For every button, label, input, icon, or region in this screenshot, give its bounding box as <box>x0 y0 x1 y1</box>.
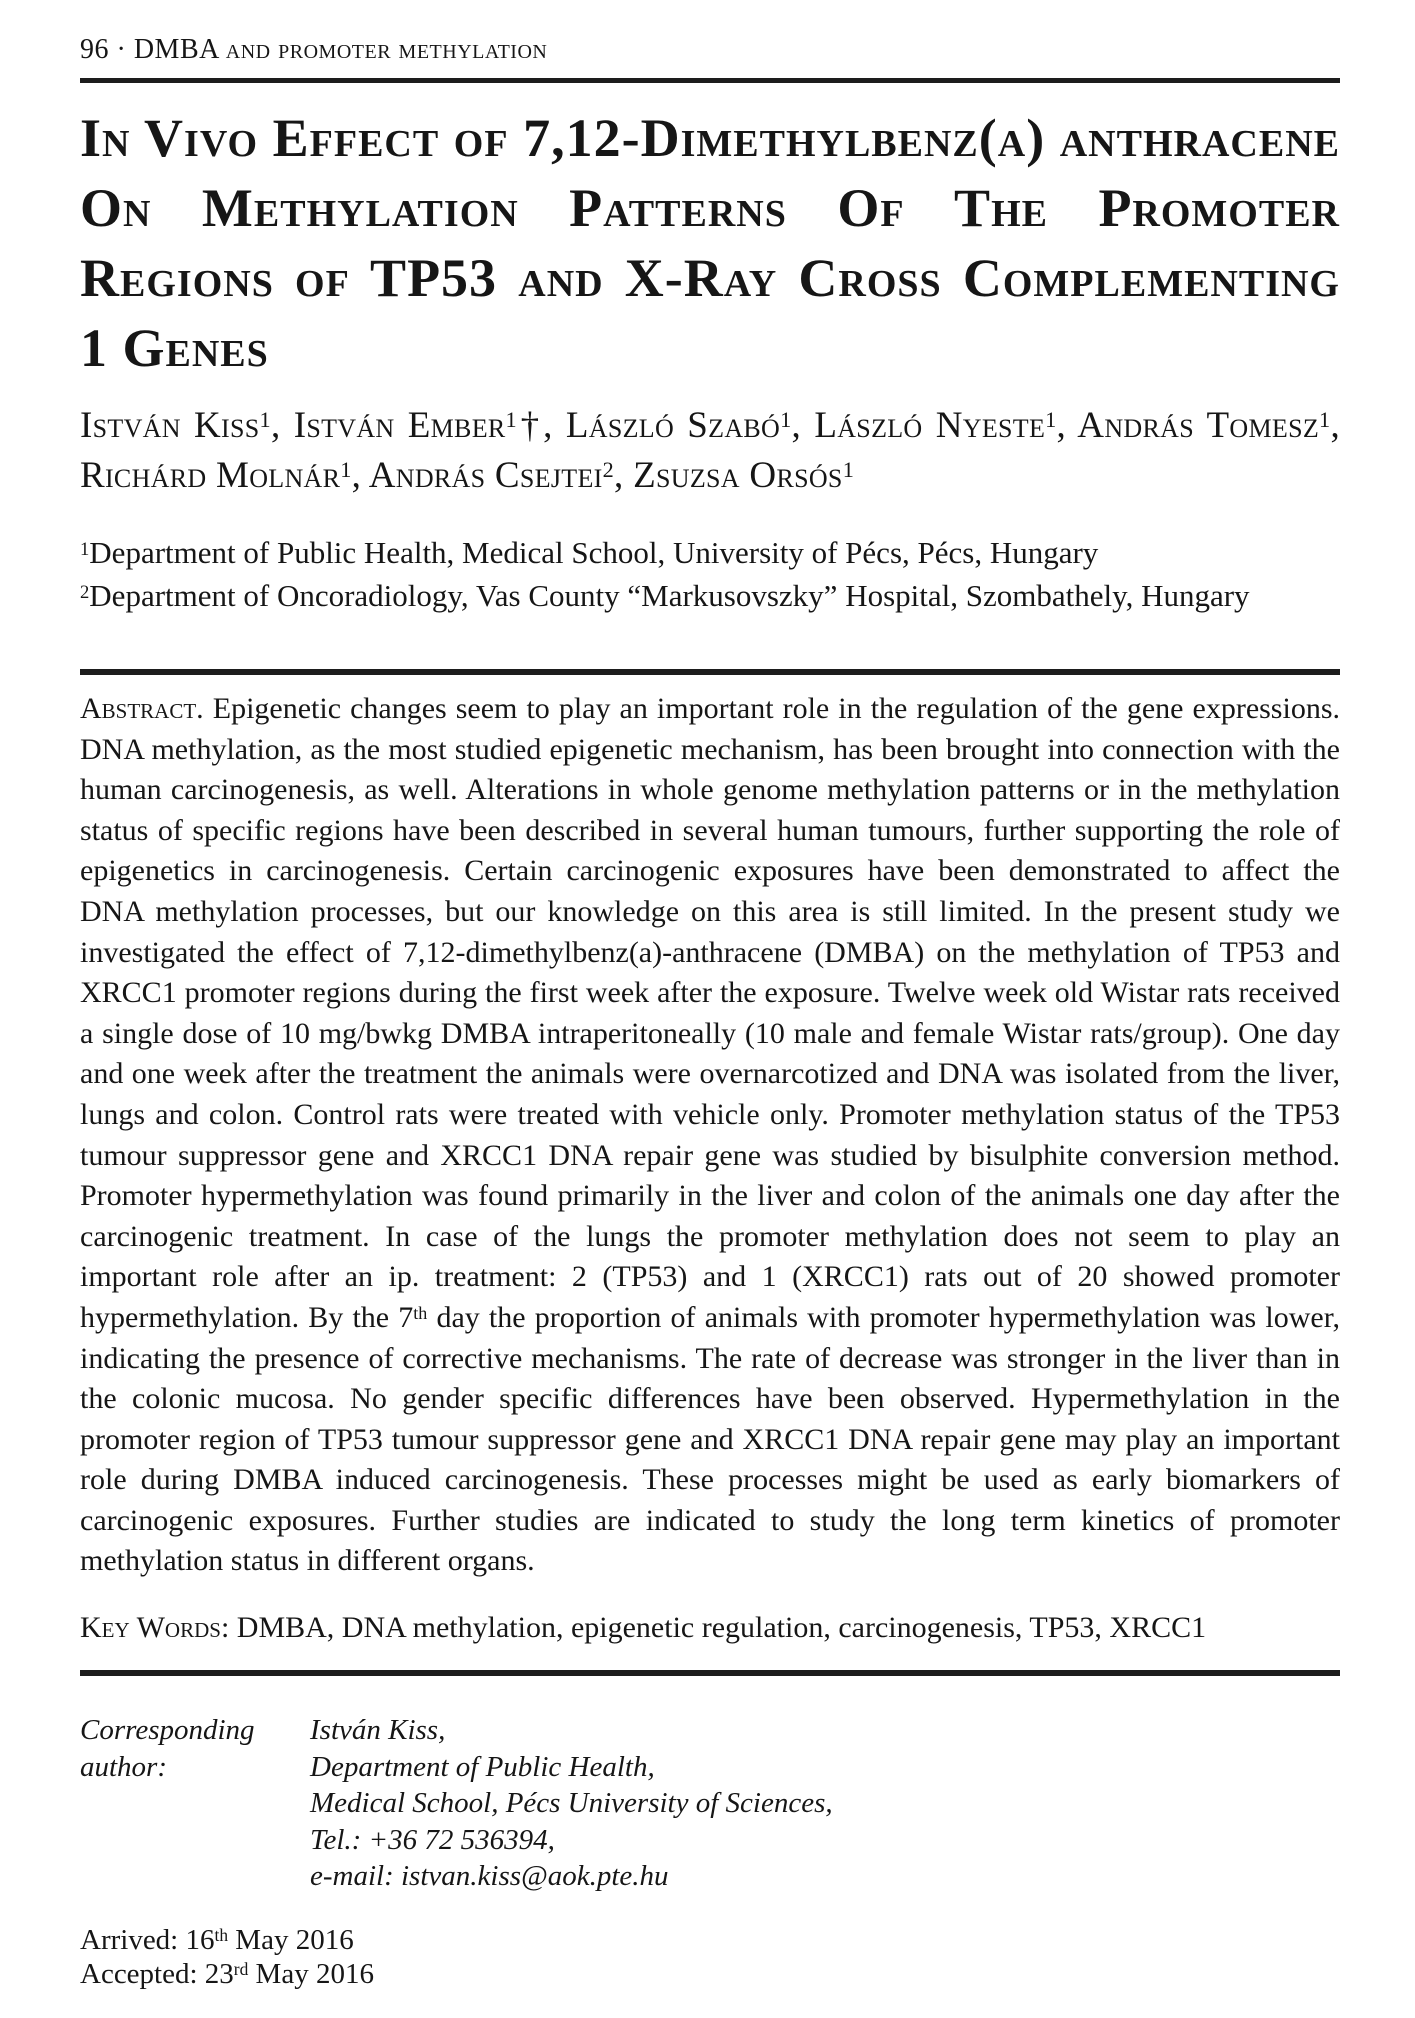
keywords-label: Key Words: <box>80 1611 230 1645</box>
author-affiliation-sup: 1 <box>1045 407 1057 433</box>
corresponding-author-label: Corresponding author: <box>80 1714 255 1783</box>
author-affiliation-sup: 1 <box>1319 407 1331 433</box>
arrived-text-suffix: May 2016 <box>228 1923 354 1956</box>
author-separator: , <box>1330 405 1340 446</box>
author <box>1077 405 1340 446</box>
corresponding-author-block <box>80 1712 1340 1895</box>
abstract-text-1: Epigenetic changes seem to play an important role in the regulation of the gene expressions. DNA methylation, as the most studied epigenetic mechanism, has been brought into connection with the human carcinogenesis, as well. Alterations in whole genome methylation patterns or in the methylation status of specific regions have been described in several human tumours, further supporting the role of epigenetics in carcinogenesis. Certain carcinogenic exposures have been demonstrated to affect the DNA methylation processes, but our knowledge on this area is still limited. In the present study we investigated the effect of 7,12-dimethylbenz(a)-anthracene (DMBA) on the methylation of TP53 and XRCC1 promoter regions during the first week after the exposure. Twelve week old Wistar rats received a single dose of 10 mg/bwkg DMBA intraperitoneally (10 male and female Wistar rats/group). One day and one week after the treatment the animals were overnarcotized and DNA was isolated from the liver, lungs and colon. Control rats were treated with vehicle only. Promoter methylation status of the TP53 tumour suppressor gene and XRCC1 DNA repair gene was studied by bisulphite conversion method. Promoter hypermethylation was found primarily in the liver and colon of the animals one day after the carcinogenic treatment. In case of the lungs the promoter methylation does not seem to play an important role after an ip. treatment: 2 (TP53) and 1 (XRCC1) rats out of 20 showed promoter hypermethylation. By the 7 <box>80 692 1340 1334</box>
author-affiliation-sup: 2 <box>602 457 615 483</box>
author-name: István Ember <box>293 405 506 446</box>
corresponding-email: e-mail: istvan.kiss@aok.pte.hu <box>310 1860 669 1893</box>
author-name: István Kiss <box>80 405 260 446</box>
ordinal-superscript: th <box>413 1302 428 1323</box>
running-head <box>80 36 1340 64</box>
affiliation-number: 1 <box>80 538 90 560</box>
affiliation-1 <box>80 531 1340 574</box>
author-separator: , <box>351 455 369 496</box>
author-name: László Szabó <box>565 405 781 446</box>
ordinal-superscript: rd <box>233 1958 249 1979</box>
affiliation-list <box>80 531 1340 617</box>
author-affiliation-sup: 1 <box>259 407 271 433</box>
corresponding-author-details <box>310 1712 833 1895</box>
author-separator: , <box>791 405 815 446</box>
affiliation-text: Department of Oncoradiology, Vas County “Markusovszky” Hospital, Szombathely, Hungary <box>89 578 1250 613</box>
author <box>369 455 633 496</box>
affiliation-number: 2 <box>80 581 90 603</box>
footer-rule <box>80 1670 1340 1676</box>
running-head-text: 96 · DMBA and promoter methylation <box>80 34 548 65</box>
author <box>80 405 294 446</box>
author <box>814 405 1077 446</box>
arrived-date <box>80 1923 1340 1957</box>
accepted-text-suffix: May 2016 <box>248 1957 374 1990</box>
ordinal-superscript: th <box>214 1924 229 1945</box>
author-name: András Tomesz <box>1077 405 1320 446</box>
author-separator: †, <box>516 405 566 446</box>
author-affiliation-sup: 1 <box>505 407 517 433</box>
author <box>566 405 814 446</box>
arrived-text: Arrived: 16 <box>80 1923 215 1956</box>
submission-dates <box>80 1923 1340 1991</box>
accepted-date <box>80 1957 1340 1991</box>
abstract-top-rule <box>80 669 1340 675</box>
author-name: László Nyeste <box>814 405 1046 446</box>
author-affiliation-sup: 1 <box>780 407 792 433</box>
author <box>80 455 369 496</box>
author-name: Richárd Molnár <box>80 455 341 496</box>
author-separator: , <box>614 455 634 496</box>
corresponding-name: István Kiss, <box>310 1714 446 1747</box>
affiliation-2 <box>80 574 1340 617</box>
abstract-paragraph <box>80 689 1340 1582</box>
keywords-text: DMBA, DNA methylation, epigenetic regulation, carcinogenesis, TP53, XRCC1 <box>229 1611 1207 1645</box>
accepted-text: Accepted: 23 <box>80 1957 234 1990</box>
article-title: In Vivo Effect of 7,12-Dimethylbenz(a) anthracene On Methylation Patterns Of The Promoter Regions of TP53 and X-Ray Cross Complementing 1 Genes <box>80 108 1340 378</box>
abstract-label: Abstract. <box>80 692 204 725</box>
corresponding-institution: Medical School, Pécs University of Sciences, <box>310 1787 833 1820</box>
author-separator: , <box>270 405 294 446</box>
author-separator: , <box>1056 405 1078 446</box>
corresponding-phone: Tel.: +36 72 536394, <box>310 1823 555 1856</box>
keywords-line <box>80 1608 1340 1648</box>
author-name: Zsuzsa Orsós <box>633 455 843 496</box>
author-affiliation-sup: 1 <box>842 457 855 483</box>
author-list <box>80 401 1340 501</box>
author <box>294 405 566 446</box>
author-name: András Csejtei <box>368 455 603 496</box>
author-affiliation-sup: 1 <box>340 457 352 483</box>
corresponding-department: Department of Public Health, <box>310 1750 655 1783</box>
author <box>633 455 854 496</box>
affiliation-text: Department of Public Health, Medical School, University of Pécs, Pécs, Hungary <box>89 535 1099 570</box>
header-rule <box>80 78 1340 83</box>
abstract-text-2: day the proportion of animals with promoter hypermethylation was lower, indicating the presence of corrective mechanisms. The rate of decrease was stronger in the liver than in the colonic mucosa. No gender specific differences have been observed. Hypermethylation in the promoter region of TP53 tumour suppressor gene and XRCC1 DNA repair gene may play an important role during DMBA induced carcinogenesis. These processes might be used as early biomarkers of carcinogenic exposures. Further studies are indicated to study the long term kinetics of promoter methylation status in different organs. <box>80 1300 1340 1578</box>
